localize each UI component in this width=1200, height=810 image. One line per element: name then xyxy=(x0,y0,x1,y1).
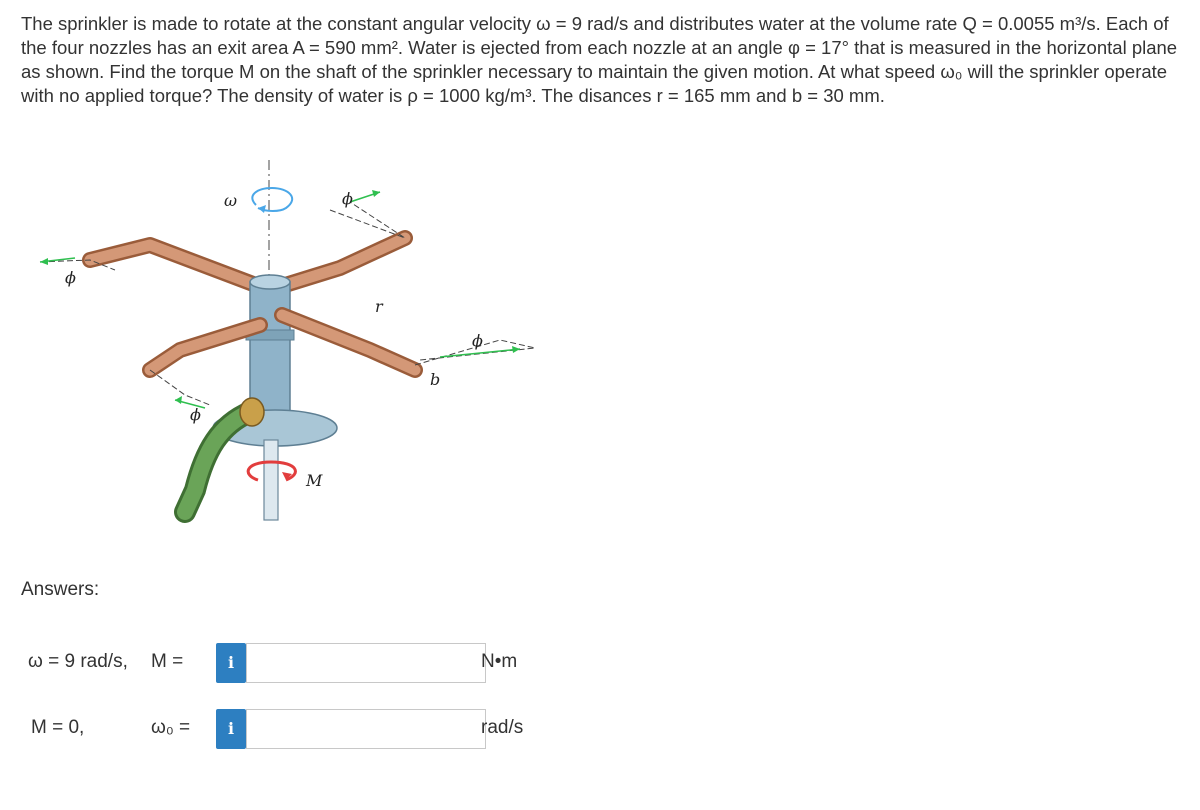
pipe-arm-front-left xyxy=(150,325,260,370)
answer-row-torque xyxy=(0,641,1200,685)
answers-heading: Answers: xyxy=(21,579,100,600)
variable-label: M = xyxy=(151,651,184,672)
unit-label: rad/s xyxy=(481,717,524,738)
omega-label: ω xyxy=(224,191,238,210)
variable-label: ω₀ = xyxy=(151,717,191,738)
r-label: r xyxy=(375,297,383,316)
info-icon[interactable]: i xyxy=(216,643,246,683)
problem-statement: The sprinkler is made to rotate at the constant angular velocity ω = 9 rad/s and distributes water at the volume rate Q = 0.0055 m³/s. Each of the four nozzles has an exit area A = 590 mm². Water is ejected from each nozzle at an angle φ = 17° that is measured in the horizontal plane as shown. Find the torque M on the shaft of the sprinkler necessary to maintain the given motion. At what speed ω₀ will the sprinkler operate with no applied torque? The density of water is ρ = 1000 kg/m³. The disances r = 165 mm and b = 30 mm. xyxy=(21,13,1178,106)
torque-input[interactable] xyxy=(246,643,486,683)
pipe-arm-front-right xyxy=(282,315,415,370)
pipe-arm-back-left xyxy=(90,245,269,290)
b-label: b xyxy=(430,370,441,389)
jet-arrow-front-right xyxy=(440,349,520,357)
phi-label-top: ϕ xyxy=(342,189,353,208)
info-icon[interactable]: i xyxy=(216,709,246,749)
phi-label-right: ϕ xyxy=(472,331,483,350)
M-label: M xyxy=(306,471,323,490)
unit-label: N•m xyxy=(481,651,518,672)
phi-label-bottom: ϕ xyxy=(190,405,201,424)
sprinkler-diagram xyxy=(20,150,580,530)
condition-label: M = 0, xyxy=(31,717,85,738)
speed-input[interactable] xyxy=(246,709,486,749)
hose-fitting xyxy=(240,398,264,426)
answer-row-speed xyxy=(0,707,1200,751)
phi-label-left: ϕ xyxy=(65,268,76,287)
lower-shaft xyxy=(264,440,278,520)
condition-label: ω = 9 rad/s, xyxy=(28,651,128,672)
sprinkler-figure xyxy=(20,150,580,535)
omega-rotation-arrow xyxy=(252,188,292,211)
